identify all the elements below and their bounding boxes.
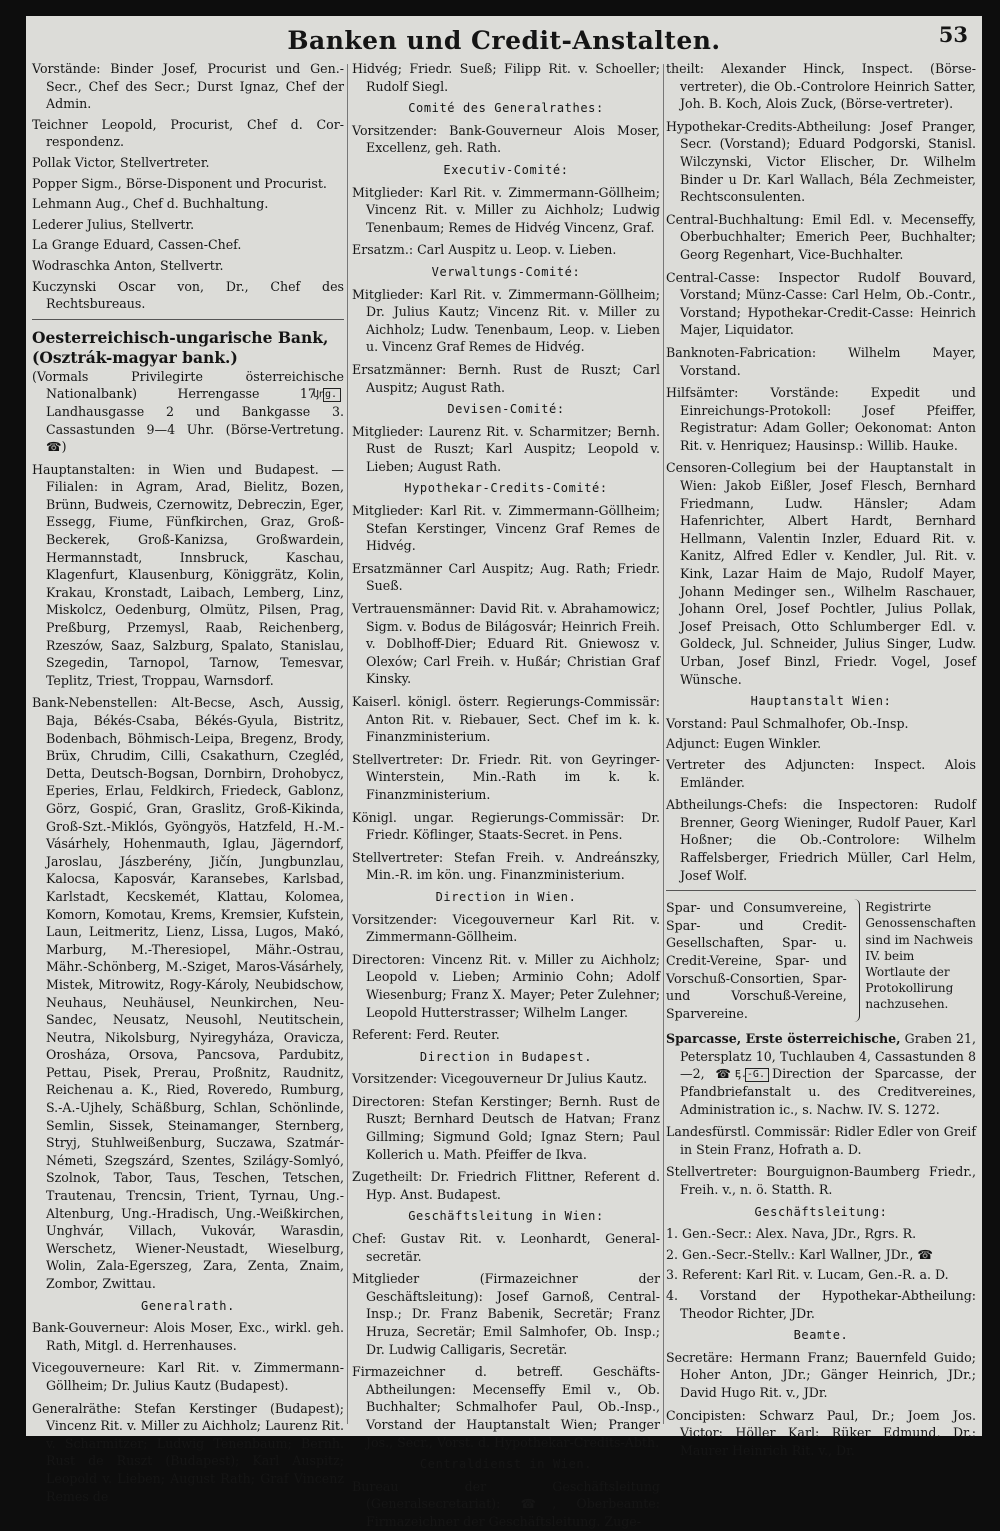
- section-executiv: Executiv-Comité:: [443, 162, 569, 177]
- entry-kuczynski: Kuczynski Oscar von, Dr., Chef des Rechtsbureaus.: [32, 278, 344, 312]
- entry-zugetheilt-cont: theilt: Alexander Hinck, Inspect. (Börse-vertreter), die Ob.-Controlore Heinrich Satter, Joh. B. Koch, Alois Zuck, (Börse-vertreter).: [666, 61, 976, 112]
- entry-hidveg: Hidvég; Friedr. Sueß; Filipp Rit. v. Schoeller; Rudolf Siegl.: [352, 61, 660, 94]
- entry-vorstand: Vorstand: Paul Schmalhofer, Ob.-Insp.: [666, 715, 909, 731]
- entry-central-buchhaltung: Central-Buchhaltung: Emil Edl. v. Mecenseffy, Oberbuchhalter; Emerich Peer, Buchhalter; Georg Regenhart, Vice-Buchhalter.: [666, 211, 976, 262]
- entry-banknoten: Banknoten-Fabrication: Wilhelm Mayer, Vorstand.: [666, 344, 976, 378]
- phone-stamp: E.-G.: [745, 1068, 769, 1082]
- section-devisen: Devisen-Comité:: [447, 402, 565, 417]
- entry-mitglieder-1: Mitglieder: Karl Rit. v. Zimmermann-Göllheim; Vincenz Rit. v. Miller zu Aichholz; Ludwig Tenenbaum; Remes de Hidvég Vincenz, Graf.: [352, 184, 660, 235]
- document-page: [26, 16, 982, 1529]
- entry-vicegouverneure: Vicegouverneure: Karl Rit. v. Zimmermann-Göllheim; Dr. Julius Kautz (Budapest).: [32, 1360, 344, 1393]
- entry-concipisten: Concipisten: Schwarz Paul, Dr.; Joem Jos. Victor; Höller Karl; Rüker Edmund, Dr.; Maurer Heinrich Rit. v., Dr.: [666, 1407, 976, 1458]
- entry-popper: Popper Sigm., Börse-Disponent und Procurist.: [32, 175, 327, 191]
- entry-central-casse: Central-Casse: Inspector Rudolf Bouvard, Vorstand; Münz-Casse: Carl Helm, Ob.-Contr., Vorstand; Hypothekar-Credit-Casse: Heinrich Majer, Liquidator.: [666, 269, 976, 338]
- entry-vorsitzender: Vorsitzender: Bank-Gouverneur Alois Moser, Excellenz, geh. Rath.: [352, 122, 660, 156]
- section-hauptanstalt-wien: Hauptanstalt Wien:: [750, 694, 892, 709]
- entry-adjunct: Adjunct: Eugen Winkler.: [666, 736, 822, 752]
- column-2: [352, 60, 660, 1529]
- entry-stellvertreter: Stellvertreter: Bourguignon-Baumberg Friedr., Freih. v., n. ö. Statth. R.: [666, 1164, 976, 1198]
- entry-ersatz-1: Ersatzm.: Carl Auspitz u. Leop. v. Lieben.: [352, 242, 617, 258]
- entry-directoren: Directoren: Vincenz Rit. v. Miller zu Aichholz; Leopold v. Lieben; Arminio Cohn; Adolf Wiesenburg; Franz X. Mayer; Peter Zulehner; Leopold Hutterstrasser; Wilhelm Langer.: [352, 951, 660, 1020]
- entry-bank-intro: [32, 368, 344, 456]
- entry-directoren-2: Directoren: Stefan Kerstinger; Bernh. Rust de Ruszt; Bernhard Deutsch de Hatvan; Franz Gillming; Sigmund Gold; Ignaz Stern; Paul Kollerich u. Math. Pfeiffer de Ikva.: [352, 1093, 660, 1162]
- entry-referent: Referent: Ferd. Reuter.: [352, 1027, 500, 1043]
- entry-hauptanstalten: Hauptanstalten: in Wien und Budapest. — Filialen: in Agram, Arad, Bielitz, Bozen, Brünn, Budweis, Czernowitz, Debreczin, Eger, Essegg, Fiume, Fünfkirchen, Graz, Groß-Beckerek, Groß-Kanizsa, Großwardein, Hermannstadt, Innsbruck, Kaschau, Klagenfurt, Klausenburg, Königgrätz, Kolin, Krakau, Kronstadt, Laibach, Lemberg, Linz, Miskolcz, Oedenburg, Olmütz, Pilsen, Prag, Preßburg, Przemysl, Raab, Reichenberg, Rzeszów, Saaz, Salzburg, Spalato, Stanislau, Szegedin, Tarnopol, Tarnow, Temesvar, Teplitz, Triest, Troppau, Warnsdorf.: [32, 461, 344, 688]
- spar-list: Spar- und Consumvereine, Spar- und Credit-Gesellschaften, Spar- u. Credit-Vereine, Spar- und Vorschuß-Consortien, Spar- und Vorschuß-Vereine, Sparvereine.: [666, 900, 847, 1021]
- entry-landesfuerstl: Landesfürstl. Commissär: Ridler Edler von Greif in Stein Franz, Hofrath a. D.: [666, 1124, 976, 1157]
- sparcasse-direction: Direction der Sparcasse, der Pfandbriefanstalt u. des Creditvereines, Administration ic., s. Nachw. IV. S. 1272.: [680, 1066, 976, 1117]
- entry-ersatz-2: Ersatzmänner: Bernh. Rust de Ruszt; Carl Auspitz; August Rath.: [352, 361, 660, 395]
- entry-secretaere: Secretäre: Hermann Franz; Bauernfeld Guido; Hoher Anton, JDr.; Gänger Heinrich, JDr.; David Hugo Rit. v., JDr.: [666, 1349, 976, 1400]
- section-geschaeftsleitung: Geschäftsleitung:: [754, 1204, 888, 1219]
- page-title: Banken und Credit-Anstalten.: [287, 26, 721, 55]
- entry-chef: Chef: Gustav Rit. v. Leonhardt, General-secretär.: [352, 1231, 660, 1264]
- divider: [32, 319, 344, 320]
- column-rule-1: [347, 64, 348, 1424]
- section-generalrath: Generalrath.: [141, 1298, 235, 1313]
- phone-stamp: Ung.: [323, 388, 341, 402]
- entry-gen-secr: 1. Gen.-Secr.: Alex. Nava, JDr., Rgrs. R.: [666, 1226, 917, 1242]
- column-rule-2: [663, 64, 664, 1424]
- divider: [666, 890, 976, 891]
- sparcasse-heading: Sparcasse, Erste österreichische,: [666, 1031, 901, 1047]
- entry-mitglieder-5: Mitglieder (Firmazeichner der Geschäftsleitung): Josef Garnoß, Central-Insp.; Dr. Franz Babenik, Secretär; Franz Hruza, Secretär; Emil Salmhofer, Ob. Insp.; Dr. Ludwig Calligaris, Secretär.: [352, 1271, 660, 1357]
- section-centraldienst: Centraldienst in Wien.: [419, 1457, 593, 1472]
- entry-referent: 3. Referent: Karl Rit. v. Lucam, Gen.-R. a. D.: [666, 1267, 949, 1283]
- entry-generalraethe: Generalräthe: Stefan Kerstinger (Budapest); Vincenz Rit. v. Miller zu Aichholz; Laurenz Rit. v. Scharmitzer; Ludwig Tenenbaum; Bernh. Rust de Ruszt (Budapest); Karl Auspitz; Leopold v. Lieben; August Rath; Graf Vincenz Remes de: [32, 1400, 344, 1504]
- section-hypothekar: Hypothekar-Credits-Comité:: [404, 481, 608, 496]
- entry-hilfsaemter: Hilfsämter: Vorstände: Expedit und Einreichungs-Protokoll: Josef Pfeiffer, Registratur: Adam Goller; Oekonomat: Anton Rit. v. Henriquez; Hausinsp.: Willib. Hauke.: [666, 385, 976, 453]
- entry-mitglieder-2: Mitglieder: Karl Rit. v. Zimmermann-Göllheim; Dr. Julius Kautz; Vincenz Rit. v. Miller zu Aichholz; Ludw. Tenenbaum, Leop. v. Lieben u. Vincenz Graf Remes de Hidvég.: [352, 286, 660, 355]
- entry-ersatz-3: Ersatzmänner Carl Auspitz; Aug. Rath; Friedr. Sueß.: [352, 560, 660, 594]
- entry-hypothekar-abth: Hypothekar-Credits-Abtheilung: Josef Pranger, Secr. (Vorstand); Eduard Podgorski, Stanisl. Wilczynski, Victor Elischer, Dr. Wilhelm Binder u Dr. Karl Wallach, Béla Zechmeister, Rechtsconsulenten.: [666, 118, 976, 205]
- entry-sparcasse: [666, 1030, 976, 1118]
- entry-bureau: Bureau der Geschäftsleitung (Generalsecretariat): ☎, Oberbeamte: Firmazeichner der Geschäftsleitung. Zuge-: [352, 1478, 660, 1529]
- entry-koenigl-commissaer: Königl. ungar. Regierungs-Commissär: Dr. Friedr. Köflinger, Staats-Secret. in Pens.: [352, 809, 660, 843]
- entry-vorstaende: Vorstände: Binder Josef, Procurist und Gen.-Secr., Chef des Secr.; Durst Ignaz, Chef der Admin.: [32, 61, 344, 112]
- brace: [853, 899, 861, 1022]
- spar-note: Registrirte Genossenschaften sind im Nachweis IV. beim Wortlaute der Protokollirung nachzusehen.: [865, 900, 977, 1012]
- spar-crossref: [666, 899, 976, 1022]
- sparcasse-address: Graben 21, Petersplatz 10, Tuchlauben 4, Cassastunden 8—2, ☎,: [680, 1031, 976, 1082]
- entry-lagrange: La Grange Eduard, Cassen-Chef.: [32, 237, 242, 253]
- entry-vorsitzender-3: Vorsitzender: Vicegouverneur Dr Julius Kautz.: [352, 1071, 648, 1087]
- bank-intro-text-2: Landhausgasse 2 und Bankgasse 3. Cassastunden 9—4 Uhr. (Börse-Vertretung. ☎): [46, 403, 344, 455]
- section-beamte: Beamte.: [793, 1328, 849, 1343]
- bank-intro-text: (Vormals Privilegirte österreichische Nationalbank) Herrengasse 17,: [32, 368, 344, 402]
- entry-vorstand-hypo: 4. Vorstand der Hypothekar-Abtheilung: Theodor Richter, JDr.: [666, 1288, 976, 1321]
- entry-nebenstellen: Bank-Nebenstellen: Alt-Becse, Asch, Aussig, Baja, Békés-Csaba, Békés-Gyula, Bistritz, Bodenbach, Böhmisch-Leipa, Bregenz, Brody, Brüx, Chrudim, Cilli, Csakathurn, Czegléd, Detta, Deutsch-Bogsan, Dornbirn, Drohobycz, Eperies, Erlau, Feldkirch, Friedeck, Gablonz, Görz, Gospić, Gran, Graslitz, Groß-Kikinda, Groß-Szt.-Miklós, Gyöngyös, Hatzfeld, H.-M.-Vásárhely, Hohenmauth, Iglau, Jägerndorf, Jaroslau, Jászberény, Jičín, Jungbunzlau, Kalocsa, Kaposvár, Karansebes, Karlsbad, Karlstadt, Kecskemét, Klattau, Kolomea, Komorn, Komotau, Krems, Kremsier, Kufstein, Laun, Leitmeritz, Lienz, Lissa, Lugos, Makó, Marburg, M.-Theresiopel, Mähr.-Ostrau, Mähr.-Schönberg, M.-Sziget, Maros-Vásárhely, Mistek, Mitrowitz, Rogy-Károly, Neubidschow, Neuhaus, Neuhäusel, Neunkirchen, Neu-Sandec, Neusatz, Neusohl, Neutitschein, Neutra, Nikolsburg, Nyiregyháza, Oravicza, Orosháza, Orsova, Pancsova, Pardubitz, Pettau, Pisek, Prerau, Proßnitz, Raudnitz, Reichenau a. K., Ried, Roveredo, Rumburg, S.-A.-Ujhely, Schäßburg, Schlan, Schönlinde, Semlin, Sissek, Steinamanger, Sternberg, Stryj, Stuhlweißenburg, Suczawa, Szatmár-Németi, Szegszárd, Szentes, Szilágy-Somlyó, Szolnok, Tabor, Taus, Teschen, Tetschen, Trautenau, Trencsin, Trient, Tyrnau, Ung.-Altenburg, Ung.-Hradisch, Ung.-Weißkirchen, Unghvár, Villach, Vukovár, Warasdin, Werschetz, Wiener-Neustadt, Wieselburg, Wolin, Zala-Egerszeg, Zara, Zenta, Znaim, Zombor, Zwittau.: [32, 695, 344, 1291]
- entry-kaiserl-commissaer: Kaiserl. königl. österr. Regierungs-Commissär: Anton Rit. v. Riebauer, Sect. Chef im k. k. Finanzministerium.: [352, 694, 660, 745]
- entry-gouverneur: Bank-Gouverneur: Alois Moser, Exc., wirkl. geh. Rath, Mitgl. d. Herrenhauses.: [32, 1320, 344, 1353]
- bank-heading: Oesterreichisch-ungarische Bank, (Osztrák-magyar bank.): [32, 327, 329, 367]
- entry-vorsitzender-2: Vorsitzender: Vicegouverneur Karl Rit. v. Zimmermann-Göllheim.: [352, 911, 660, 945]
- entry-lederer: Lederer Julius, Stellvertr.: [32, 216, 195, 232]
- entry-stellvertreter-2: Stellvertreter: Stefan Freih. v. Andreánszky, Min.-R. im kön. ung. Finanzministerium.: [352, 849, 660, 883]
- entry-wodraschka: Wodraschka Anton, Stellvertr.: [32, 257, 224, 273]
- entry-lehmann: Lehmann Aug., Chef d. Buchhaltung.: [32, 196, 269, 212]
- page-header: [26, 22, 982, 58]
- entry-firmazeichner: Firmazeichner d. betreff. Geschäfts-Abtheilungen: Mecenseffy Emil v., Ob. Buchhalter; Schmalhofer Paul, Ob.-Insp., Vorstand der Hauptanstalt Wien; Pranger Jos., Secr., Vorst. d. Hypothekar-Credits-Abth.: [352, 1364, 660, 1450]
- section-direction-wien: Direction in Wien.: [435, 889, 577, 904]
- entry-mitglieder-4: Mitglieder: Karl Rit. v. Zimmermann-Göllheim; Stefan Kerstinger, Vincenz Graf Remes de Hidvég.: [352, 503, 660, 554]
- entry-teichner: Teichner Leopold, Procurist, Chef d. Cor-respondenz.: [32, 116, 344, 150]
- entry-censoren: Censoren-Collegium bei der Hauptanstalt in Wien: Jakob Eißler, Josef Flesch, Bernhard Friedmann, Ludw. Hänsler; Adam Hafenrichter, Albert Hardt, Bernhard Hellmann, Valentin Inzler, Eduard Rit. v. Kanitz, Alfred Edler v. Kendler, Jul. Rit. v. Kink, Lazar Haim de Majo, Rudolf Mayer, Johann Medinger sen., Wilhelm Raschauer, Johann Orel, Josef Pochtler, Julius Pollak, Josef Preisach, Otto Schlumberger Edl. v. Goldeck, Jul. Schneider, Julius Singer, Ludw. Urban, Josef Binzl, Friedr. Vogel, Josef Wünsche.: [666, 460, 976, 687]
- entry-zugetheilt: Zugetheilt: Dr. Friedrich Flittner, Referent d. Hyp. Anst. Budapest.: [352, 1169, 660, 1202]
- entry-stellvertreter-1: Stellvertreter: Dr. Friedr. Rit. von Geyringer-Winterstein, Min.-Rath im k. k. Finanzministerium.: [352, 751, 660, 802]
- entry-gen-secr-stellv: 2. Gen.-Secr.-Stellv.: Karl Wallner, JDr., ☎: [666, 1246, 934, 1262]
- section-direction-budapest: Direction in Budapest.: [419, 1049, 593, 1064]
- entry-vertreter: Vertreter des Adjuncten: Inspect. Alois Emländer.: [666, 756, 976, 790]
- page-number: 53: [938, 22, 968, 47]
- entry-mitglieder-3: Mitglieder: Laurenz Rit. v. Scharmitzer; Bernh. Rust de Ruszt; Karl Auspitz; Leopold v. Lieben; August Rath.: [352, 423, 660, 474]
- entry-pollak: Pollak Victor, Stellvertreter.: [32, 154, 210, 170]
- section-geschaeftsleitung: Geschäftsleitung in Wien:: [408, 1209, 604, 1224]
- section-comite: Comité des Generalrathes:: [408, 101, 604, 116]
- entry-abtheilungs-chefs: Abtheilungs-Chefs: die Inspectoren: Rudolf Brenner, Georg Wieninger, Rudolf Pauer, Karl Hoßner; die Ob.-Controlore: Wilhelm Raffelsberger, Friedrich Müller, Carl Helm, Josef Wolf.: [666, 797, 976, 883]
- column-1: [32, 60, 344, 1504]
- entry-vertrauensmaenner: Vertrauensmänner: David Rit. v. Abrahamowicz; Sigm. v. Bodus de Bilágosvár; Heinrich Freih. v. Doblhoff-Dier; Eduard Rit. Gniewosz v. Olexów; Carl Freih. v. Hußár; Christian Graf Kinsky.: [352, 601, 660, 687]
- column-3: [666, 60, 977, 1458]
- section-verwaltung: Verwaltungs-Comité:: [431, 264, 581, 279]
